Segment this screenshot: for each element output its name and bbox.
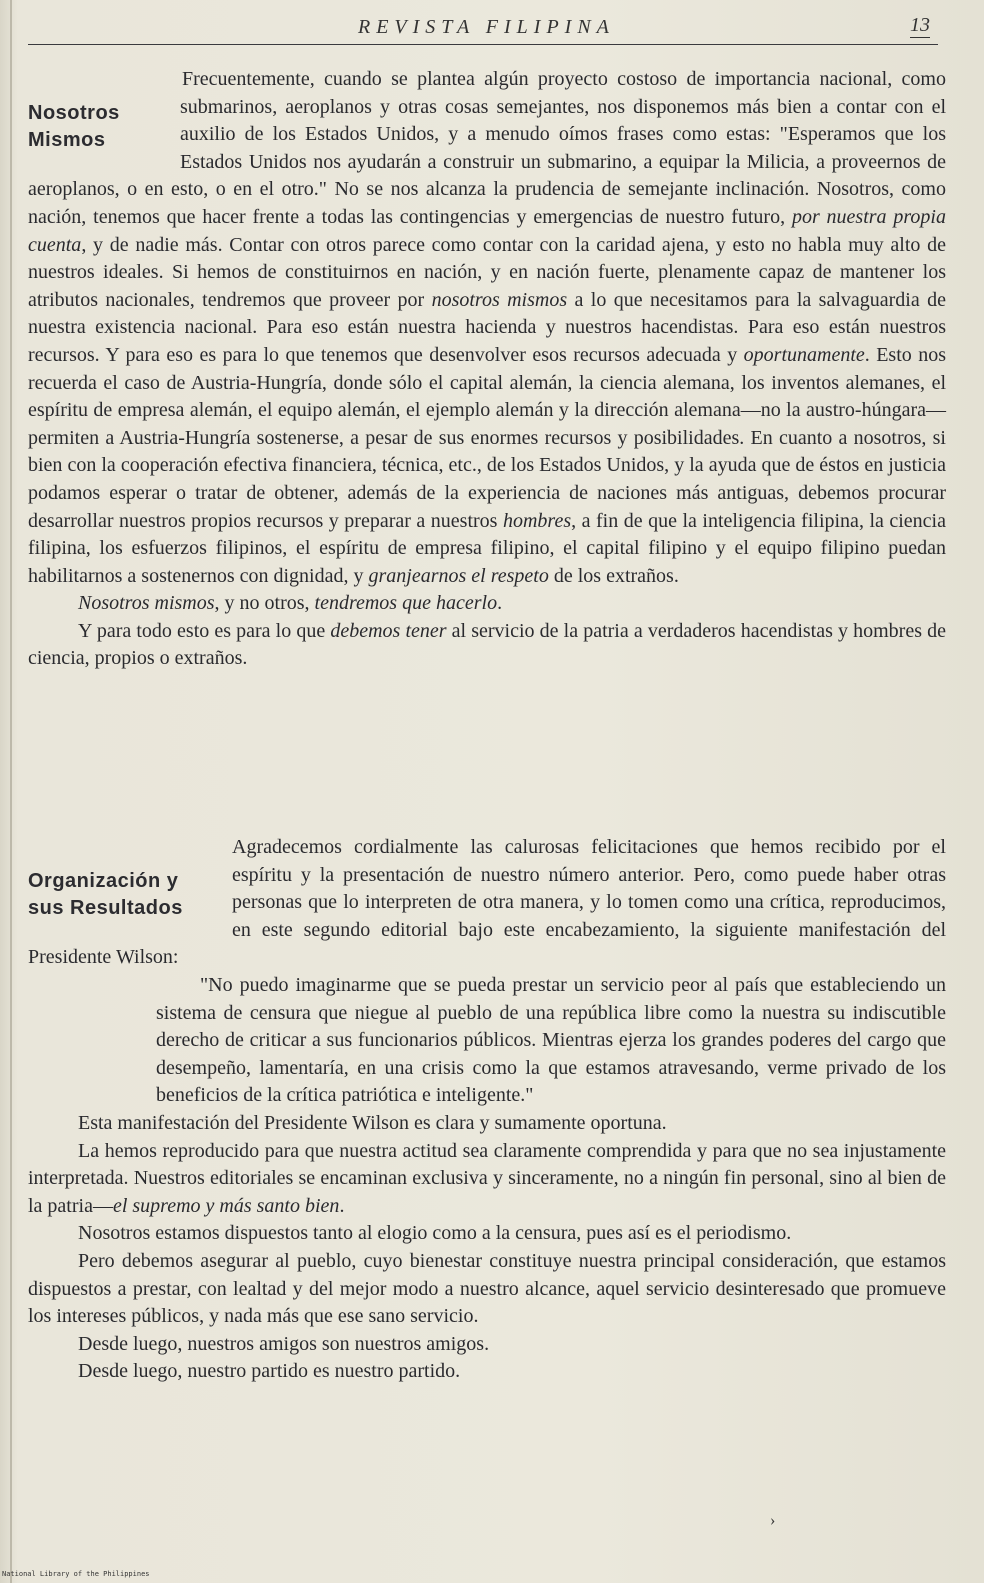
side-heading-organizacion: Organización y sus Resultados (28, 870, 183, 919)
running-title: REVISTA FILIPINA (358, 16, 615, 38)
paragraph: Y para todo esto es para lo que debemos tener al servicio de la patria a verdaderos hacendistas y hombres de ciencia, propios o extraños. (28, 619, 947, 670)
paragraph: Desde luego, nuestro partido es nuestro partido. (78, 1360, 461, 1383)
paragraph: Desde luego, nuestros amigos son nuestros amigos. (78, 1332, 490, 1355)
paragraph: Pero debemos asegurar al pueblo, cuyo bienestar constituye nuestra principal consideración, que estamos dispuestos a prestar, con lealtad y del mejor modo a nuestro alcance, aquel servicio desinteresado que promueve los intereses públicos, y nada más que ese sano servicio. (28, 1249, 946, 1328)
paragraph: Agradecemos cordialmente las calurosas felicitaciones que hemos recibido por el espíritu y la presentación de nuestro número anterior. Pero, como puede haber otras personas que lo interpreten de otra manera, y lo tomen como una crítica, reproducimos, en este segundo editorial bajo este encabezamiento, la siguiente manifestación del Presidente Wilson: (28, 836, 946, 969)
side-heading-nosotros-mismos: Nosotros Mismos (28, 102, 120, 151)
wilson-quote: "No puedo imaginarme que se pueda prestar un servicio peor al país que estableciendo un sistema de censura que niegue al pueblo de una república libre como la nuestra su indiscutible derecho de criticar a sus funcionarios públicos. Mientras ejerza los grandes poderes del cargo que desempeño, lamentaría, en una crisis como la que estamos atravesando, verme privado de los beneficios de la crítica patriótica e inteligente." (156, 973, 946, 1107)
library-credit: National Library of the Philippines (2, 1570, 150, 1578)
paragraph: Frecuentemente, cuando se plantea algún proyecto costoso de importancia nacional, como submarinos, aeroplanos y otras cosas semejantes, nos disponemos más bien a contar con el auxilio de los Estados Unidos, y a menudo oímos frases como estas: "Esperamos que los Estados Unidos nos ayudarán a construir un submarino, a equipar la Milicia, a proveernos de aeroplanos, o en esto, o en el otro." No se nos alcanza la prudencia de semejante inclinación. Nosotros, como nación, tenemos que hacer frente a todas las contingencias y emergencias de nuestro futuro, por nuestra propia cuenta, y de nadie más. Contar con otros parece como contar con la caridad ajena, y esto no habla muy alto de nuestros ideales. Si hemos de constituirnos en nación, y en nación fuerte, plenamente capaz de mantener los atributos nacionales, tendremos que proveer por nosotros mismos a lo que necesitamos para la salvaguardia de nuestra existencia nacional. Para eso están nuestra hacienda y nuestros hacendistas. Para eso están nuestros recursos. Y para eso es para lo que tenemos que desenvolver esos recursos adecuada y oportunamente. Esto nos recuerda el caso de Austria-Hungría, donde sólo el capital alemán, la ciencia alemana, los inventos alemanes, el espíritu de empresa alemán, el equipo alemán, el ejemplo alemán y la dirección alemana—no la austro-húngara—permiten a Austria-Hungría sostenerse, a pesar de sus enormes recursos y posibilidades. En cuanto a nosotros, si bien con la cooperación efectiva financiera, técnica, etc., de los Estados Unidos, y la ayuda que de éstos en justicia podamos esperar o tratar de obtener, además de la experiencia de naciones más antiguas, debemos procurar desarrollar nuestros propios recursos y preparar a nuestros hombres, a fin de que la inteligencia filipina, la ciencia filipina, los esfuerzos filipinos, el espíritu de empresa filipino, el capital filipino y el equipo filipino puedan habilitarnos a sostenernos con dignidad, y granjearnos el respeto de los extraños. (28, 68, 947, 587)
page-number: 13 (910, 14, 930, 36)
running-header (28, 14, 938, 45)
editorial-organizacion (28, 834, 946, 1386)
page-spine (10, 0, 12, 1583)
paragraph: Nosotros mismos, y no otros, tendremos que hacerlo. (78, 592, 503, 615)
paragraph: La hemos reproducido para que nuestra actitud sea claramente comprendida y para que no sea injustamente interpretada. Nuestros editoriales se encaminan exclusiva y sinceramente, no a ningún fin personal, sino al bien de la patria—el supremo y más santo bien. (28, 1139, 946, 1217)
ink-mark: › (770, 1512, 776, 1529)
paragraph: Nosotros estamos dispuestos tanto al elogio como a la censura, pues así es el periodismo. (78, 1222, 792, 1245)
paragraph: Esta manifestación del Presidente Wilson es clara y sumamente oportuna. (78, 1111, 667, 1134)
editorial-nosotros-mismos (28, 66, 946, 673)
